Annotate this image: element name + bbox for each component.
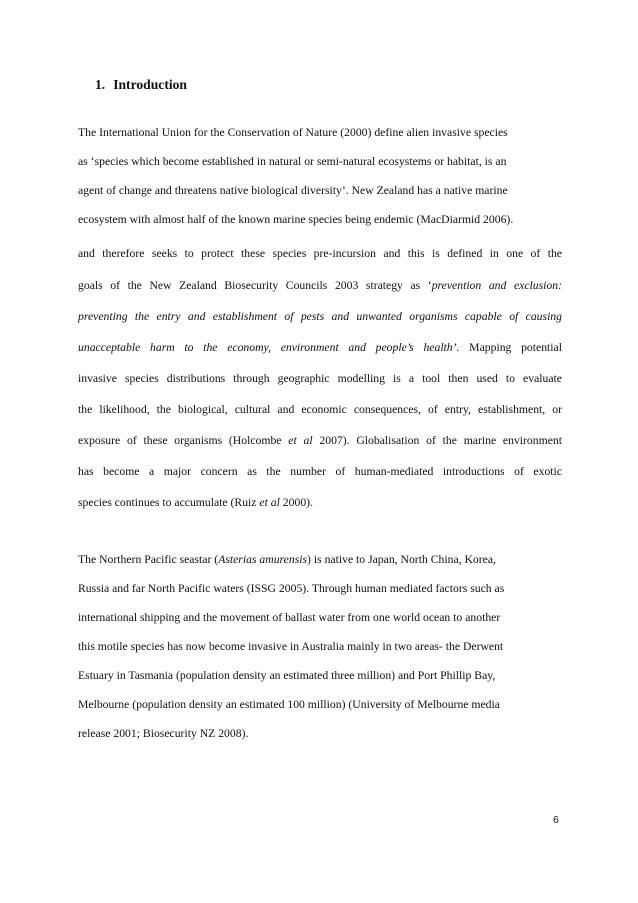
paragraph2-line-8: has become a major concern as the number of human-mediated introductions of exotic: [78, 465, 562, 478]
paragraph2-line-5: invasive species distributions through geographic modelling is a tool then used to evaluate: [78, 372, 562, 385]
paragraph1-line-4: ecosystem with almost half of the known marine species being endemic (MacDiarmid 2006).: [78, 213, 514, 226]
paragraph3-line-1-c: ) is native to Japan, North China, Korea,: [307, 553, 496, 566]
paragraph3-line-1: [78, 553, 562, 567]
paragraph2-line-2-text: goals of the New Zealand Biosecurity Councils 2003 strategy as ‘: [78, 279, 432, 292]
paragraph2-line-3: [78, 310, 562, 324]
paragraph2-line-9-a: species continues to accumulate (Ruiz: [78, 496, 260, 509]
paragraph1-line-3: agent of change and threatens native biological diversity’. New Zealand has a native marine: [78, 184, 508, 197]
section-heading: [95, 77, 187, 93]
paragraph3-line-7: release 2001; Biosecurity NZ 2008).: [78, 727, 249, 740]
paragraph2-quote-middle: preventing the entry and establishment of pests and unwanted organisms capable of causing: [78, 310, 562, 323]
paragraph2-line-7: [78, 434, 562, 448]
paragraph3-line-6: Melbourne (population density an estimated 100 million) (University of Melbourne media: [78, 698, 500, 711]
paragraph2-quote-start: prevention and exclusion:: [431, 279, 562, 292]
section-title: Introduction: [113, 77, 187, 92]
paragraph3-line-5: Estuary in Tasmania (population density an estimated three million) and Port Phillip Bay,: [78, 669, 496, 682]
paragraph2-line-7-etal: et al: [288, 434, 313, 447]
paragraph3-line-3: international shipping and the movement of ballast water from one world ocean to another: [78, 611, 501, 624]
page-number: 6: [553, 814, 559, 826]
paragraph1-line-1: The International Union for the Conservation of Nature (2000) define alien invasive species: [78, 126, 508, 139]
paragraph2-line-1: and therefore seeks to protect these species pre-incursion and this is defined in one of the: [78, 247, 562, 260]
paragraph2-line-9-c: 2000).: [279, 496, 313, 509]
paragraph2-line-4-text: Mapping potential: [459, 341, 562, 354]
species-name: Asterias amurensis: [218, 553, 308, 566]
paragraph2-line-2: [78, 279, 562, 293]
paragraph3-line-2: Russia and far North Pacific waters (ISSG 2005). Through human mediated factors such as: [78, 582, 505, 595]
paragraph2-line-9-etal: et al: [259, 496, 280, 509]
paragraph2-line-7-a: exposure of these organisms (Holcombe: [78, 434, 289, 447]
section-number: 1.: [95, 77, 106, 92]
paragraph2-quote-end: unacceptable harm to the economy, environment and people’s health’.: [78, 341, 460, 354]
paragraph2-line-4: [78, 341, 562, 355]
paragraph2-line-6: the likelihood, the biological, cultural and economic consequences, of entry, establishment, or: [78, 403, 562, 416]
paragraph2-line-7-c: 2007). Globalisation of the marine environment: [312, 434, 562, 447]
paragraph3-line-4: this motile species has now become invasive in Australia mainly in two areas- the Derwent: [78, 640, 504, 653]
paragraph3-line-1-a: The Northern Pacific seastar (: [78, 553, 219, 566]
paragraph2-line-9: [78, 496, 562, 510]
paragraph1-line-2: as ‘species which become established in natural or semi-natural ecosystems or habitat, is an: [78, 155, 507, 168]
